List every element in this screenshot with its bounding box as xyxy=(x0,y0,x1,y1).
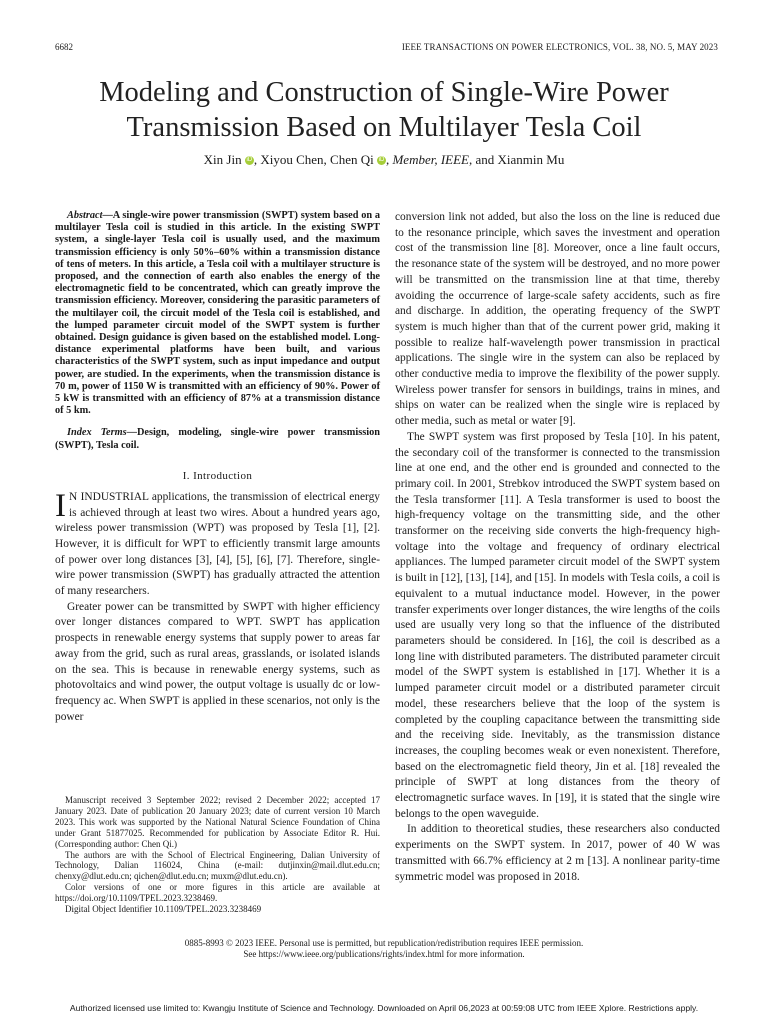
copyright-link[interactable]: See https://www.ieee.org/publications/rights/index.html for more information. xyxy=(243,949,525,959)
footnote-affiliation: The authors are with the School of Electrical Engineering, Dalian University of Technology, Dalian 116024, China (e-mail: dutjinxin@mail.dlut.edu.cn; chenxy@dlut.edu.cn; qichen@dlut.edu.cn; muxm@dlut.edu.cn). xyxy=(55,849,380,882)
index-terms-lead: Index Terms xyxy=(67,427,127,439)
body-paragraph: In addition to theoretical studies, these researchers also conducted experiments on the SWPT system. In 2017, power of 40 W was transmitted with 66.7% efficiency at 2 m [13]. A nonlinear parity-time symmetric model was proposed in 2018. xyxy=(395,823,720,883)
paper-title: Modeling and Construction of Single-Wire Power Transmission Based on Multilayer Tesla Coil xyxy=(99,77,669,143)
member-title: Member, IEEE xyxy=(392,152,469,167)
orcid-icon[interactable]: iD xyxy=(378,157,385,163)
copyright-notice xyxy=(0,938,768,960)
index-terms xyxy=(55,427,380,451)
intro-text: N INDUSTRIAL applications, the transmission of electrical energy is achieved through at least two wires. About a hundred years ago, wireless power transmission (WPT) was proposed by Tesla [1], [2]. However, it is difficult for WPT to efficiently transmit large amounts of power over long distances [3], [4], [5], [6], [7]. Therefore, single-wire power transmission (SWPT) has gradually attracted the attention of many researchers. xyxy=(55,490,380,598)
author-name: , Xiyou Chen, Chen Qi xyxy=(253,152,374,167)
body-paragraph: Greater power can be transmitted by SWPT with higher efficiency over longer distances compared to WPT. SWPT has application prospects in renewable energy systems that supply power to areas far away from the grid, such as rural areas, grasslands, or isolated islands on the sea. This is because in renewable energy systems, such as photovoltaics and wind power, the output voltage is usually dc or low-frequency ac. When SWPT is applied in these scenarios, not only is the power xyxy=(55,600,380,723)
abstract xyxy=(55,210,380,417)
body-paragraph: conversion link not added, but also the loss on the line is reduced due to the resonance principle, which saves the investment and operation cost of the transmission line [8]. Moreover, once a line fault occurs, the resonance state of the system will be destroyed, and no more power will be transmitted on the transmission line at that time, thereby avoiding the occurrence of large-scale safety accidents, such as fire and discharge. In addition, the operating frequency of the SWPT system is much higher than that of the current power grid, making it possible to realize half-wavelength power transmission in practical applications. The single wire in the system can also be replaced by other conductive media to improve the flexibility of the power supply. Wireless power transfer for sensors in buildings, trains in mines, and ships on water can be realized when the single wire is replaced by other media, such as metal or water [9]. xyxy=(395,211,720,428)
footnotes xyxy=(55,795,380,915)
drop-cap: I xyxy=(55,487,66,524)
footnote-color: Color versions of one or more figures in this article are available at https://doi.org/10.1109/TPEL.2023.3238469. xyxy=(55,882,380,904)
abstract-lead: Abstract xyxy=(67,210,103,221)
author-name: , and Xianmin Mu xyxy=(469,152,565,167)
abstract-text: —A single-wire power transmission (SWPT) system based on a multilayer Tesla coil is studied in this article. In the existing SWPT system, a single-layer Tesla coil is usually used, and the maximum transmission efficiency is only 50%–60% within a transmission distance of tens of meters. In this article, a Tesla coil with a multilayer structure is proposed, and the connection of earth also enables the energy of the electromagnetic field to be concentrated, which can greatly improve the transmission efficiency. Moreover, considering the parasitic parameters of the multilayer coil, the circuit model of the Tesla coil is established, and the lumped parameter circuit model of the SWPT system is further obtained. Design guidance is given based on the established model. Long-distance experimental platforms have been built, and various characteristics of the SWPT system, such as input impedance and output power, are studied. In the experiments, when the transmission distance is 70 m, power of 1150 W is transmitted with an efficiency of 90%. Power of 5 kW is transmitted with an efficiency of 87% at a transmission distance of 5 km. xyxy=(55,210,380,417)
copyright-line: 0885-8993 © 2023 IEEE. Personal use is permitted, but republication/redistribution requires IEEE permission. xyxy=(184,938,584,948)
index-terms-text: —Design, modeling, single-wire power transmission (SWPT), Tesla coil. xyxy=(55,427,380,451)
orcid-icon[interactable]: iD xyxy=(246,157,253,163)
journal-header: IEEE TRANSACTIONS ON POWER ELECTRONICS, VOL. 38, NO. 5, MAY 2023 xyxy=(401,42,718,52)
section-heading: I. Introduction xyxy=(182,469,253,482)
page-number: 6682 xyxy=(55,42,73,52)
intro-paragraph xyxy=(55,487,380,600)
footnote-doi: Digital Object Identifier 10.1109/TPEL.2023.3238469 xyxy=(65,904,262,915)
footnote-manuscript: Manuscript received 3 September 2022; revised 2 December 2022; accepted 17 January 2023. Date of publication 20 January 2023; date of current version 10 March 2023. This work was supported by the National Natural Science Foundation of China under Grant 51877025. Recommended for publication by Associate Editor R. Hui. (Corresponding author: Chen Qi.) xyxy=(55,795,380,849)
body-paragraph: The SWPT system was first proposed by Tesla [10]. In his patent, the secondary coil of the transformer is connected to the transmission line at one end, and the other end is grounded and connected to the primary coil. In 2001, Strebkov introduced the SWPT system based on the Tesla transformer [11]. A Tesla transformer is used to boost the high-frequency voltage on the transmitting side, and the other transformer on the receiving side converts the high-frequency high-voltage into the voltage and frequency of ordinary electrical appliances. The lumped parameter circuit model of the SWPT system is built in [12], [13], [14], and [15]. In models with Tesla coils, a coil is equivalent to a mutual inductance model. However, in the power transfer experiments over longer distances, the wire lengths of the coils used are usually very long so that the influence of the distributed parameters should be considered. In [16], the coil is described as a long line with distributed parameters. The distributed parameter circuit model of the SWPT system is established in [17]. Whether it is a lumped parameter circuit model or a distributed parameter circuit model, these researchers believe that the loop of the system is completed by the coupling capacitance between the transmitting side and the receiving side. Inevitably, as the transmission distance increases, the coupling becomes weak or even nonexistent. Therefore, based on the electromagnetic field theory, Jin et al. [18] revealed the principle of SWPT at long distances from the theory of electromagnetic surface waves. In [19], it is stated that the single wire belongs to the open waveguide. xyxy=(395,430,720,820)
right-column xyxy=(395,210,720,885)
author-list: Xin Jin iD , Xiyou Chen, Chen Qi iD , Member, IEEE, and Xianmin Mu xyxy=(203,152,565,167)
license-notice: Authorized licensed use limited to: Kwangju Institute of Science and Technology. Downloaded on April 06,2023 at 00:59:08 UTC from IEEE Xplore. Restrictions apply. xyxy=(69,1003,699,1013)
left-column xyxy=(55,210,380,725)
author-name: Xin Jin xyxy=(203,152,242,167)
